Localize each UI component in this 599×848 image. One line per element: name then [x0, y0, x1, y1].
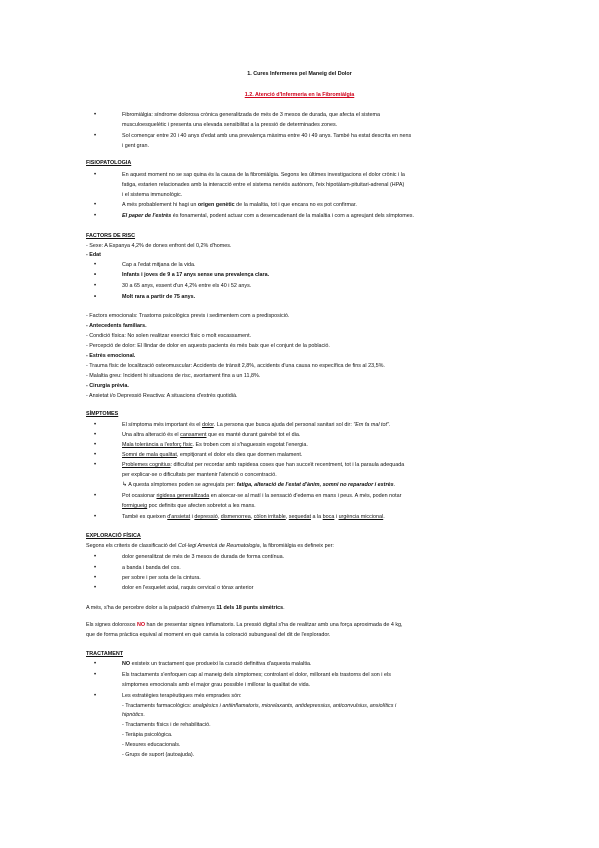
- section-heading-factors: FACTORS DE RISC: [86, 233, 136, 239]
- section-heading-exploracio: EXPLORACIÓ FÍSICA: [86, 533, 141, 539]
- simptoma-bullet: • Una altra alteració és el cansament que es manté durant gairebé tot el dia.: [122, 432, 300, 439]
- section-heading-simptomes: SÍMPTOMES: [86, 411, 119, 417]
- exploracio-intro: Segons els criteris de classificació del Col·legi Americà de Reumatologia, la fibromiàlgia es defineix per:: [86, 543, 334, 549]
- factor-line: - Trauma físic de localització osteomuscular: Accidents de trànsit 2,8%, accidents d'una causa no específica de fins al 23,5%.: [86, 363, 385, 369]
- fisio-bullet-2: • A més probablement hi hagi un origen genètic de la malaltia, tot i que encara no es pot confirmar.: [122, 202, 357, 209]
- intro-bullet-2: • Sol començar entre 20 i 40 anys d'edat amb una prevalença màxima entre 40 i 49 anys. També ha estat descrita en nens: [122, 133, 411, 140]
- fisio-bullet-1: • En aquest moment no se sap quina és la causa de la fibromiàlgia. Segons les últimes investigacions el dolor crònic i la: [122, 172, 405, 179]
- intro-bullet-2-cont: i gent gran.: [122, 143, 149, 149]
- simptoma-bullet-cont: per explicar-se o dificultats per mantenir l'atenció o concentració.: [122, 472, 277, 478]
- tractament-sub-item: - Tractaments físics i de rehabilitació.: [122, 722, 211, 728]
- intro-bullet-1: • Fibromiàlgia: síndrome dolorosa crònica generalitzada de més de 3 mesos de durada, que afecta el sistema: [122, 112, 380, 119]
- edat-item: • Cap a l'edat mitjana de la vida.: [122, 262, 196, 269]
- factor-line: - Percepció de dolor: El llindar de dolor en aquests pacients és més baix que el conjunt de la població.: [86, 343, 330, 349]
- edat-item: • Molt rara a partir de 75 anys.: [122, 294, 195, 301]
- tractament-sub-item: - Grups de suport (autoajuda).: [122, 752, 195, 758]
- fisio-bullet-3: • El paper de l'estrès és fonamental, podent actuar com a desencadenant de la malaltia i com a agreujant dels símptomes.: [122, 213, 414, 220]
- simptoma-bullet: • El símptoma més important és el dolor. La persona que busca ajuda del personal sanitari sol dir: "Em fa mal tot".: [122, 422, 390, 429]
- simptoma-bullet: • Mala tolerància a l'esforç físic. Es troben com si s'haguessin esgotat l'energia.: [122, 442, 308, 449]
- document-subtitle: 1.2. Atenció d'Infermeria en la Fibromiàlgia: [244, 92, 355, 98]
- tractament-sub-item: - Teràpia psicològica.: [122, 732, 173, 738]
- tractament-sub-item: - Mesures educacionals.: [122, 742, 181, 748]
- factor-line: - Cirurgia prèvia.: [86, 383, 129, 389]
- tractament-sub-pharma-cont: hipnòtics.: [122, 712, 145, 718]
- factor-line: - Ansietat i/o Depressió Reactiva: A situacions d'estrès quotidià.: [86, 393, 238, 399]
- exploracio-item: • dolor generalitzat de més de 3 mesos de durada de forma contínua.: [122, 554, 284, 561]
- section-heading-fisiopatologia: FISIOPATOLOGIA: [86, 160, 132, 166]
- arrow-right-icon: ↳: [122, 482, 128, 488]
- simptoma-bullet: • També es queixen d'ansietat i depressió, dismenorrea, còlon irritable, sequedat a la boca i urgència miccional.: [122, 514, 385, 521]
- exploracio-paragraph-2: Els signes dolorosos NO han de presentar signes inflamatoris. La pressió digital s'ha de realitzar amb una força aproximada de 4 kg,: [86, 622, 403, 628]
- exploracio-paragraph-1: A més, s'ha de percebre dolor a la palpació d'almenys 11 dels 18 punts simètrics.: [86, 605, 285, 611]
- factor-sexe: - Sexe: A Espanya 4,2% de dones enfront del 0,2% d'homes.: [86, 243, 232, 249]
- factor-line: - Antecedents familiars.: [86, 323, 147, 329]
- simptoma-bullet: • Somni de mala qualitat, empitjorant el dolor els dies que dormen malament.: [122, 452, 302, 459]
- simptoma-bullet: • Problemes cognitius: dificultat per recordar amb rapidesa coses que han succeït recentment, tot i la paraula adequada: [122, 462, 404, 469]
- exploracio-item: • a banda i banda del cos.: [122, 565, 181, 572]
- factor-line: - Malaltia greu: Incident hi situacions de risc, avortament fins a un 11,8%.: [86, 373, 261, 379]
- simptoma-bullet: • Pot ocasionar rigidesa generalitzada en aixecar-se al matí i la sensació d'edema en mans i peus. A més, poden notar: [122, 493, 401, 500]
- fisio-bullet-1-cont: fatiga, estarien relacionades amb la interacció entre el sistema nerviós autònom, l'eix hipotàlam-pituitari-adrenal (HPA): [122, 182, 405, 188]
- tractament-bullet: • Les estratègies terapèutiques més emprades són:: [122, 693, 242, 700]
- simptoma-bullet-note: ↳ A questa símptomes poden se agreujats per: fatiga, alteració de l'estat d'ànim, somni no reparador i estrès.: [122, 482, 396, 488]
- tractament-bullet: • Els tractaments s'enfoquen cap al maneig dels símptomes; controlant el dolor, millorant els trastorns del son i els: [122, 672, 391, 679]
- tractament-bullet: • NO existeix un tractament que produeixi la curació definitiva d'aquesta malaltia.: [122, 661, 312, 668]
- tractament-bullet-cont: símptomes emocionals amb el major grau possible i millorar la qualitat de vida.: [122, 682, 311, 688]
- simptoma-bullet-cont: formigueig poc definits que afecten sobretot a les mans.: [122, 503, 256, 509]
- factor-edat: - Edat: [86, 252, 101, 258]
- edat-item: • Infants i joves de 9 a 17 anys sense una prevalença clara.: [122, 272, 269, 279]
- section-heading-tractament: TRACTAMENT: [86, 651, 124, 657]
- fisio-bullet-1-cont2: i el sistema immunològic.: [122, 192, 183, 198]
- exploracio-item: • per sobre i per sota de la cintura.: [122, 575, 201, 582]
- document-title: 1. Cures Infermeres pel Maneig del Dolor: [247, 71, 352, 77]
- factor-line: - Estrès emocional.: [86, 353, 136, 359]
- factor-line: - Factors emocionals: Trastorns psicològics previs i sedimentem com a predisposició.: [86, 313, 290, 319]
- intro-bullet-1-cont: musculoesquelètic i presenta una elevada sensibilitat a la pressió de determinades zones.: [122, 122, 338, 128]
- edat-item: • 30 a 65 anys, essent d'un 4,2% entre els 40 i 52 anys.: [122, 283, 251, 290]
- exploracio-item: • dolor en l'esquelet axial, raquis cervical o tòrax anterior: [122, 585, 253, 592]
- exploracio-paragraph-2-cont: que de forma pràctica equival al moment en què canvia la coloració subungueal del dit de l'explorador.: [86, 632, 331, 638]
- factor-line: - Condició física: No solen realitzar exercici físic o molt escassament.: [86, 333, 252, 339]
- tractament-sub-pharma: - Tractaments farmacològics: analgèsics i antiinflamatoris, miorelaxants, antidepressius, anticonvulsius, ansiolítics i: [122, 703, 397, 709]
